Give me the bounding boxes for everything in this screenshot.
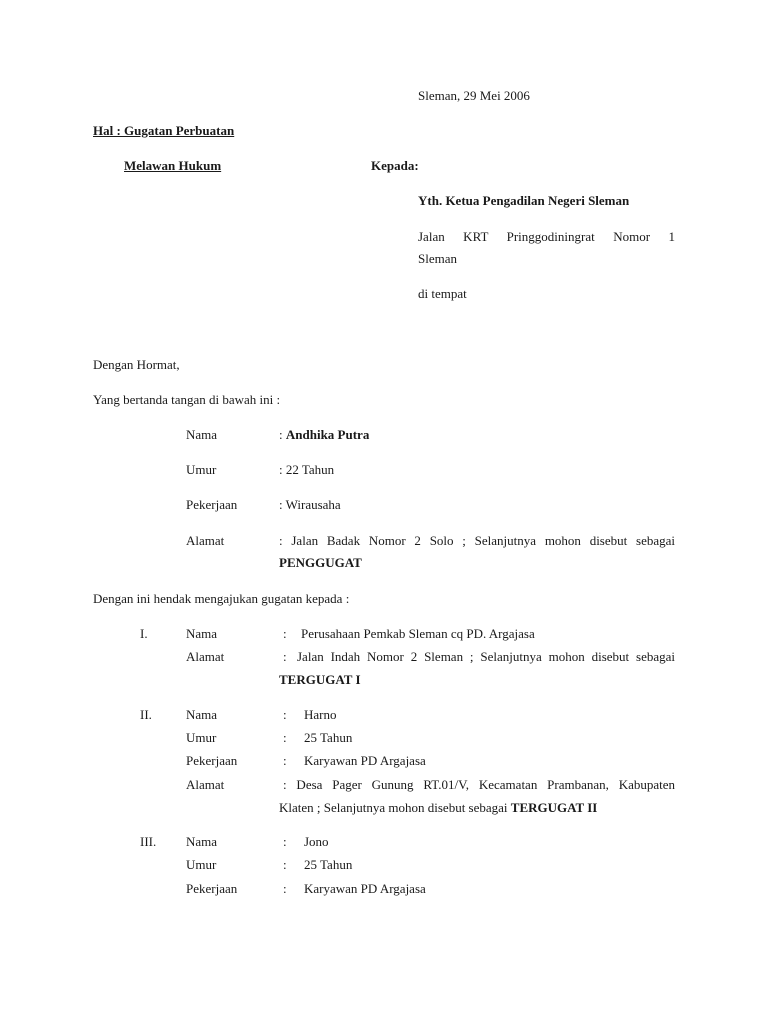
plaintiff-address-value: : Jalan Badak Nomor 2 Solo ; Selanjutnya mohon disebut sebagai <box>279 533 675 548</box>
defendant1-role: TERGUGAT I <box>279 672 361 687</box>
defendant2-role: TERGUGAT II <box>510 800 598 815</box>
subject-line-1: Hal : Gugatan Perbuatan <box>93 123 235 138</box>
defendant3-name-label: Nama <box>186 834 218 849</box>
plaintiff-name-label: Nama <box>186 427 218 442</box>
plaintiff-age-label: Umur <box>186 462 217 477</box>
defendant1-address-label: Alamat <box>186 649 225 664</box>
greeting: Dengan Hormat, <box>93 357 180 372</box>
plaintiff-age-value: : 22 Tahun <box>279 462 335 477</box>
defendant3-age-colon: : <box>283 857 287 872</box>
defendant2-name-value: Harno <box>304 707 337 722</box>
defendant2-age-value: 25 Tahun <box>304 730 353 745</box>
defendant1-address-colon: : <box>283 649 287 664</box>
defendant3-age-label: Umur <box>186 857 217 872</box>
recipient-place: di tempat <box>418 286 467 301</box>
defendant1-name-label: Nama <box>186 626 218 641</box>
against-intro: Dengan ini hendak mengajukan gugatan kepada : <box>93 591 350 606</box>
defendant3-job-colon: : <box>283 881 287 896</box>
recipient-address-line-1: Jalan KRT Pringgodiningrat Nomor 1 <box>418 229 675 244</box>
defendant2-age-label: Umur <box>186 730 217 745</box>
defendant2-name-label: Nama <box>186 707 218 722</box>
defendant2-address-value: : Desa Pager Gunung RT.01/V, Kecamatan Prambanan, Kabupaten <box>283 777 675 792</box>
defendant3-name-colon: : <box>283 834 287 849</box>
defendant1-name-colon: : <box>283 626 287 641</box>
letter-date: Sleman, 29 Mei 2006 <box>418 88 530 103</box>
defendant2-address-label: Alamat <box>186 777 225 792</box>
defendant2-age-colon: : <box>283 730 287 745</box>
defendant3-name-value: Jono <box>304 834 329 849</box>
plaintiff-name-colon: : Andhika Putra <box>279 427 370 442</box>
defendant1-name-value: Perusahaan Pemkab Sleman cq PD. Argajasa <box>301 626 535 641</box>
defendant3-number: III. <box>140 834 157 849</box>
defendant3-job-value: Karyawan PD Argajasa <box>304 881 426 896</box>
intro-text: Yang bertanda tangan di bawah ini : <box>93 392 281 407</box>
defendant3-age-value: 25 Tahun <box>304 857 353 872</box>
defendant2-job-colon: : <box>283 753 287 768</box>
subject-line-2: Melawan Hukum <box>124 158 222 173</box>
defendant3-job-label: Pekerjaan <box>186 881 238 896</box>
to-label: Kepada: <box>371 158 419 173</box>
defendant2-number: II. <box>140 707 152 722</box>
plaintiff-address-label: Alamat <box>186 533 225 548</box>
recipient: Yth. Ketua Pengadilan Negeri Sleman <box>418 193 630 208</box>
defendant1-number: I. <box>140 626 148 641</box>
defendant2-name-colon: : <box>283 707 287 722</box>
plaintiff-role: PENGGUGAT <box>279 555 362 570</box>
plaintiff-name-value: Andhika Putra <box>285 427 370 442</box>
defendant2-job-value: Karyawan PD Argajasa <box>304 753 426 768</box>
defendant2-address-line-2: Klaten ; Selanjutnya mohon disebut sebagai TERGUGAT II <box>279 800 598 815</box>
recipient-address-line-2: Sleman <box>418 251 457 266</box>
plaintiff-job-value: : Wirausaha <box>279 497 341 512</box>
defendant2-job-label: Pekerjaan <box>186 753 238 768</box>
plaintiff-job-label: Pekerjaan <box>186 497 238 512</box>
defendant1-address-value: Jalan Indah Nomor 2 Sleman ; Selanjutnya mohon disebut sebagai <box>297 649 675 664</box>
